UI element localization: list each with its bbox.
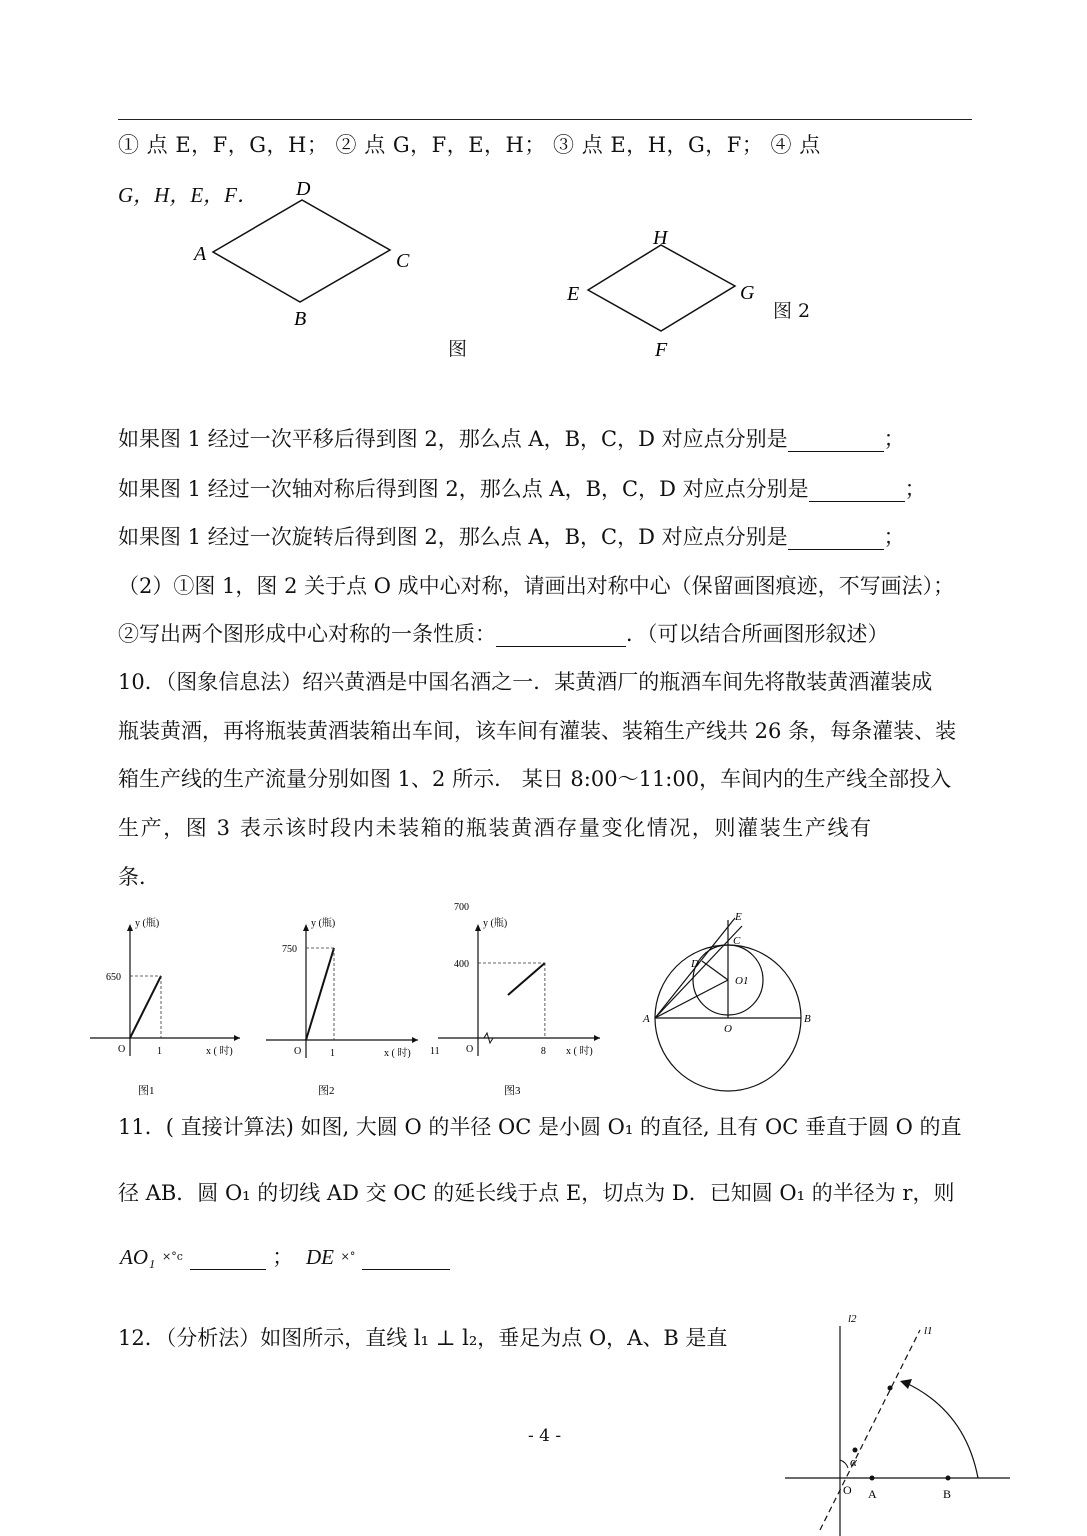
- origin-label: O: [118, 1044, 126, 1055]
- figure-1-caption: 图: [448, 338, 468, 360]
- x-axis-arrow: [234, 1035, 240, 1041]
- x-axis-arrow: [412, 1037, 418, 1043]
- chart-title: 图1: [138, 1085, 155, 1097]
- q12-label-O: O: [843, 1483, 852, 1497]
- q9-reflect-line: 如果图 1 经过一次轴对称后得到图 2，那么点 A，B，C，D 对应点分别是 ；: [118, 477, 926, 501]
- y-axis-label: y (瓶): [135, 918, 160, 929]
- y-axis-arrow: [127, 924, 133, 931]
- label-F: F: [655, 339, 668, 361]
- x-axis-label: x ( 时): [384, 1048, 411, 1059]
- header-rule: [118, 119, 972, 120]
- chart-figure-2: [258, 910, 433, 1105]
- label-B: B: [294, 308, 307, 330]
- circle-label-A: A: [643, 1013, 650, 1025]
- chart-figure-3: [430, 902, 615, 1105]
- figure-2-rhombus: [560, 222, 770, 367]
- series-line: [306, 948, 334, 1040]
- tick-label-x: 8: [540, 1046, 546, 1057]
- q9-rotate-line: 如果图 1 经过一次旋转后得到图 2，那么点 A，B，C，D 对应点分别是 ；: [118, 525, 905, 549]
- circle-label-O1: O1: [735, 975, 749, 987]
- q12-label-l1: l1: [924, 1325, 933, 1337]
- q10-line1: 10．（图象信息法）绍兴黄酒是中国名酒之一．某黄酒厂的瓶酒车间先将散装黄酒灌装成: [118, 670, 933, 694]
- circle-label-E: E: [735, 911, 742, 923]
- y-axis-arrow: [475, 924, 481, 931]
- y-axis-label: y (瓶): [311, 918, 336, 929]
- answer-blank-property[interactable]: [496, 626, 626, 647]
- chart-title: 图3: [504, 1085, 521, 1097]
- tick-label-x: 1: [330, 1048, 335, 1059]
- series-line: [508, 963, 545, 995]
- q12-line1: 12．（分析法）如图所示，直线 l₁ ⊥ l₂，垂足为点 O，A、B 是直: [118, 1326, 728, 1350]
- q10-line3: 箱生产线的生产流量分别如图 1、2 所示． 某日 8:00～11:00，车间内的生产线全部投入: [118, 767, 952, 791]
- answer-blank-AO1[interactable]: [190, 1249, 266, 1270]
- tick-label-y: 700: [454, 902, 469, 913]
- label-A: A: [194, 243, 207, 265]
- q9-part2-line1: （2）①图 1，图 2 关于点 O 成中心对称，请画出对称中心（保留画图痕迹，不写画法）；: [118, 574, 955, 598]
- origin-label: O: [466, 1044, 474, 1055]
- q11-line2: 径 AB．圆 O₁ 的切线 AD 交 OC 的延长线于点 E，切点为 D．已知圆 O₁ 的半径为 r，则: [118, 1181, 955, 1205]
- label-D: D: [296, 178, 311, 200]
- answer-blank-rotate[interactable]: [788, 529, 884, 550]
- q9-part2-line2: ②写出两个图形成中心对称的一条性质： ．（可以结合所画图形叙述）: [118, 622, 889, 646]
- x-axis-arrow: [594, 1035, 600, 1041]
- circle-label-B: B: [804, 1013, 811, 1025]
- label-E: E: [567, 283, 580, 305]
- x-axis-label: x ( 时): [206, 1046, 233, 1057]
- tick-label-x: 1: [157, 1046, 162, 1057]
- q9-translate-line: 如果图 1 经过一次平移后得到图 2，那么点 A，B，C，D 对应点分别是 ；: [118, 427, 905, 451]
- y-axis-arrow: [303, 924, 309, 931]
- tick-label-y: 400: [454, 958, 469, 970]
- series-line: [130, 976, 161, 1038]
- answer-blank-translate[interactable]: [788, 431, 884, 452]
- q10-line2: 瓶装黄酒，再将瓶装黄酒装箱出车间，该车间有灌装、装箱生产线共 26 条，每条灌装、装: [118, 719, 957, 743]
- circle-label-O: O: [724, 1023, 732, 1035]
- circle-label-D: D: [691, 958, 699, 970]
- q12-label-alpha: α: [850, 1454, 857, 1469]
- chart-title: 图2: [318, 1085, 335, 1097]
- q12-label-B: B: [943, 1487, 952, 1501]
- label-G: G: [740, 282, 755, 304]
- y-axis-label: y (瓶): [483, 918, 508, 929]
- q12-label-A: A: [868, 1487, 877, 1501]
- q12-label-l2: l2: [848, 1313, 857, 1325]
- q9-options-line2: G，H，E，F．: [118, 183, 258, 207]
- origin-label: O: [294, 1046, 302, 1057]
- answer-blank-DE[interactable]: [362, 1249, 450, 1270]
- q10-line5: 条．: [118, 865, 160, 889]
- figure-2-caption: 图 2: [773, 300, 811, 322]
- tick-label-x: 11: [430, 1046, 440, 1057]
- chart-figure-1: [80, 910, 255, 1105]
- circle-figure: [640, 908, 825, 1088]
- label-H: H: [653, 227, 668, 249]
- label-C: C: [396, 250, 410, 272]
- tick-label-y: 650: [106, 971, 121, 983]
- answer-blank-reflect[interactable]: [809, 481, 905, 502]
- q10-line4: 生产，图 3 表示该时段内未装箱的瓶装黄酒存量变化情况，则灌装生产线有: [118, 816, 873, 840]
- page-number: - 4 -: [528, 1426, 562, 1446]
- q12-figure: [780, 1300, 1015, 1536]
- q11-line1: 11．( 直接计算法) 如图, 大圆 O 的半径 OC 是小圆 O₁ 的直径, 且有 OC 垂直于圆 O 的直: [118, 1115, 962, 1139]
- figure-1-rhombus: [180, 170, 440, 330]
- q9-options-line1: ① 点 E，F，G，H； ② 点 G，F，E，H； ③ 点 E，H，G，F； ④ 点: [118, 133, 821, 157]
- circle-label-C: C: [733, 935, 741, 947]
- q11-answer-line: AO₁ $^{\times^\circ c}$ ； DE ×°: [120, 1244, 450, 1270]
- tick-label-y: 750: [282, 943, 297, 955]
- x-axis-label: x ( 时): [566, 1046, 593, 1057]
